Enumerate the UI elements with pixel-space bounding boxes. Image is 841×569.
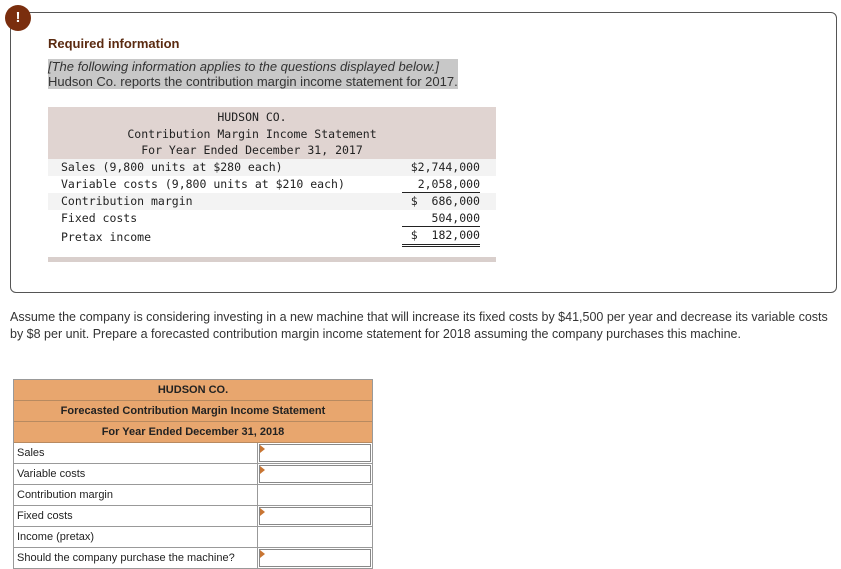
intro-note: [The following information applies to the questions displayed below.]	[48, 59, 439, 74]
statement-row	[48, 193, 496, 210]
row-label: Should the company purchase the machine?	[14, 548, 258, 568]
row-label: Variable costs	[14, 464, 258, 484]
forecast-row-contribution-margin	[14, 485, 372, 506]
statement-row	[48, 210, 496, 227]
contribution-margin-input[interactable]	[259, 486, 371, 504]
forecast-row-income	[14, 527, 372, 548]
variable-costs-input[interactable]	[259, 465, 371, 483]
forecast-row-sales	[14, 443, 372, 464]
forecast-row-variable-costs	[14, 464, 372, 485]
row-value: $ 686,000	[410, 193, 480, 208]
forecast-company: HUDSON CO.	[14, 380, 372, 401]
statement-row	[48, 159, 496, 176]
intro-text	[48, 59, 458, 89]
forecast-title: Forecasted Contribution Margin Income Statement	[14, 401, 372, 422]
statement-header	[48, 107, 496, 159]
required-information-title: Required information	[48, 36, 180, 51]
row-label: Pretax income	[61, 229, 152, 244]
company-name: HUDSON CO.	[217, 110, 287, 124]
row-value: 2,058,000	[402, 176, 480, 193]
purchase-decision-select[interactable]	[259, 549, 371, 567]
row-label: Contribution margin	[61, 193, 193, 208]
statement-title: Contribution Margin Income Statement	[127, 126, 377, 141]
exclamation-icon: !	[5, 5, 31, 31]
fixed-costs-input[interactable]	[259, 507, 371, 525]
income-statement-2017	[48, 107, 496, 262]
dropdown-marker-icon	[260, 466, 265, 474]
row-label: Variable costs (9,800 units at $210 each)	[61, 176, 345, 191]
forecast-table	[13, 379, 373, 569]
statement-footer-bar	[48, 257, 496, 262]
row-value: 504,000	[402, 210, 480, 227]
row-label: Sales	[14, 443, 258, 463]
sales-input[interactable]	[259, 444, 371, 462]
row-label: Fixed costs	[61, 210, 138, 225]
dropdown-marker-icon	[260, 508, 265, 516]
statement-row	[48, 227, 496, 248]
question-text: Assume the company is considering investing in a new machine that will increase its fixed costs by $41,500 per year and decrease its variable costs by $8 per unit. Prepare a forecasted contribution margin income statement for 2018 assuming the company purchases this machine.	[10, 310, 828, 341]
dropdown-marker-icon	[260, 445, 265, 453]
row-label: Contribution margin	[14, 485, 258, 505]
row-value: $ 182,000	[402, 227, 480, 247]
row-label: Fixed costs	[14, 506, 258, 526]
row-label: Sales (9,800 units at $280 each)	[61, 159, 283, 174]
forecast-row-purchase-decision	[14, 548, 372, 568]
income-pretax-input[interactable]	[259, 528, 371, 546]
row-label: Income (pretax)	[14, 527, 258, 547]
dropdown-marker-icon	[260, 550, 265, 558]
row-value: $2,744,000	[410, 159, 480, 174]
forecast-row-fixed-costs	[14, 506, 372, 527]
forecast-period: For Year Ended December 31, 2018	[14, 422, 372, 443]
intro-sentence: Hudson Co. reports the contribution margin income statement for 2017.	[48, 74, 458, 89]
statement-period: For Year Ended December 31, 2017	[141, 143, 363, 157]
statement-row	[48, 176, 496, 193]
